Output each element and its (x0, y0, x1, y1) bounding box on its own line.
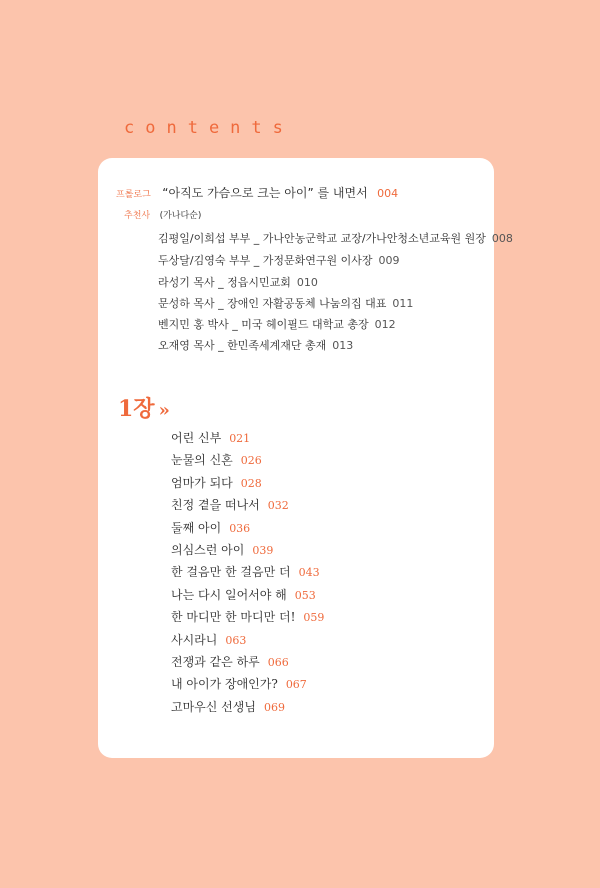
toc-item-title: 내 아이가 장애인가? (171, 677, 278, 692)
toc-item-title: 전쟁과 같은 하루 (171, 654, 260, 669)
toc-item-title: 고마우신 선생님 (171, 699, 256, 714)
toc-item-page: 063 (225, 633, 247, 647)
toc-item-title: 둘째 아이 (171, 520, 222, 535)
recommend-item-text: 라성기 목사 _ 정읍시민교회 (158, 276, 291, 289)
contents-heading: contents (124, 118, 294, 138)
prologue-tag: 프롤로그 (116, 190, 151, 200)
toc-item-title: 엄마가 되다 (171, 475, 233, 490)
toc-item-page: 043 (298, 566, 320, 580)
toc-item-page: 067 (285, 678, 307, 692)
toc-item-page: 036 (229, 521, 251, 535)
recommend-item-page: 012 (374, 318, 396, 331)
recommend-item-page: 008 (491, 232, 513, 245)
toc-item-page: 066 (267, 655, 289, 669)
recommend-item-text: 두상달/김영숙 부부 _ 가정문화연구원 이사장 (158, 254, 373, 267)
toc-item[interactable] (171, 652, 324, 674)
recommend-item[interactable] (158, 252, 399, 268)
toc-item[interactable] (171, 473, 324, 495)
recommend-item-text: 문성하 목사 _ 장애인 자활공동체 나눔의집 대표 (158, 297, 387, 310)
toc-item-page: 059 (303, 611, 325, 625)
toc-item[interactable] (171, 495, 324, 517)
toc-item[interactable] (171, 540, 324, 562)
toc-item[interactable] (171, 450, 324, 472)
toc-item[interactable] (171, 585, 324, 607)
recommend-item-text: 벤지민 홍 박사 _ 미국 헤이필드 대학교 총장 (158, 318, 369, 331)
toc-item-title: 나는 다시 일어서야 해 (171, 587, 287, 602)
toc-item[interactable] (171, 697, 324, 719)
prologue-page: 004 (377, 187, 399, 200)
recommend-item-page: 013 (332, 339, 354, 352)
toc-item-page: 026 (240, 454, 262, 468)
prologue-row[interactable] (116, 184, 398, 201)
toc-item-title: 의심스런 아이 (171, 542, 245, 557)
recommend-row (124, 208, 201, 221)
recommend-item[interactable] (158, 337, 353, 353)
recommend-item[interactable] (158, 230, 513, 246)
recommend-note: (가나다순) (159, 211, 202, 221)
toc-item-page: 021 (229, 432, 251, 445)
toc-item[interactable] (171, 518, 324, 540)
toc-item[interactable] (171, 607, 324, 629)
recommend-tag: 추천사 (124, 211, 151, 221)
prologue-title: “아직도 가슴으로 크는 아이” 를 내면서 (162, 186, 368, 200)
toc-item-page: 053 (294, 588, 316, 602)
toc-item-title: 눈물의 신혼 (171, 453, 233, 468)
chapter-label: 1장 (118, 396, 155, 422)
toc-item-page: 069 (263, 700, 285, 714)
recommend-item[interactable] (158, 295, 413, 311)
toc-item-title: 사시라니 (171, 632, 218, 647)
recommend-item-page: 011 (392, 297, 414, 310)
toc-item-title: 한 걸음만 한 걸음만 더 (171, 565, 291, 580)
toc-item[interactable] (171, 630, 324, 652)
chapter-arrow: » (158, 400, 170, 421)
recommend-item[interactable] (158, 316, 396, 332)
toc-item-page: 032 (267, 499, 289, 513)
recommend-item-page: 009 (378, 254, 400, 267)
recommend-item-text: 김평일/이희섭 부부 _ 가나안농군학교 교장/가나안청소년교육원 원장 (158, 232, 486, 245)
chapter-heading (118, 392, 170, 423)
recommend-item-page: 010 (296, 276, 318, 289)
toc-item[interactable] (171, 562, 324, 584)
chapter-toc (171, 428, 324, 719)
toc-item[interactable] (171, 674, 324, 696)
toc-item-title: 친정 곁을 떠나서 (171, 498, 260, 513)
toc-item-title: 어린 신부 (171, 431, 222, 445)
toc-item[interactable] (171, 428, 324, 450)
toc-item-page: 028 (240, 476, 262, 490)
toc-item-page: 039 (252, 543, 274, 557)
toc-item-title: 한 마디만 한 마디만 더! (171, 610, 296, 625)
recommend-item-text: 오재영 목사 _ 한민족세계재단 총재 (158, 339, 327, 352)
recommend-item[interactable] (158, 274, 318, 290)
